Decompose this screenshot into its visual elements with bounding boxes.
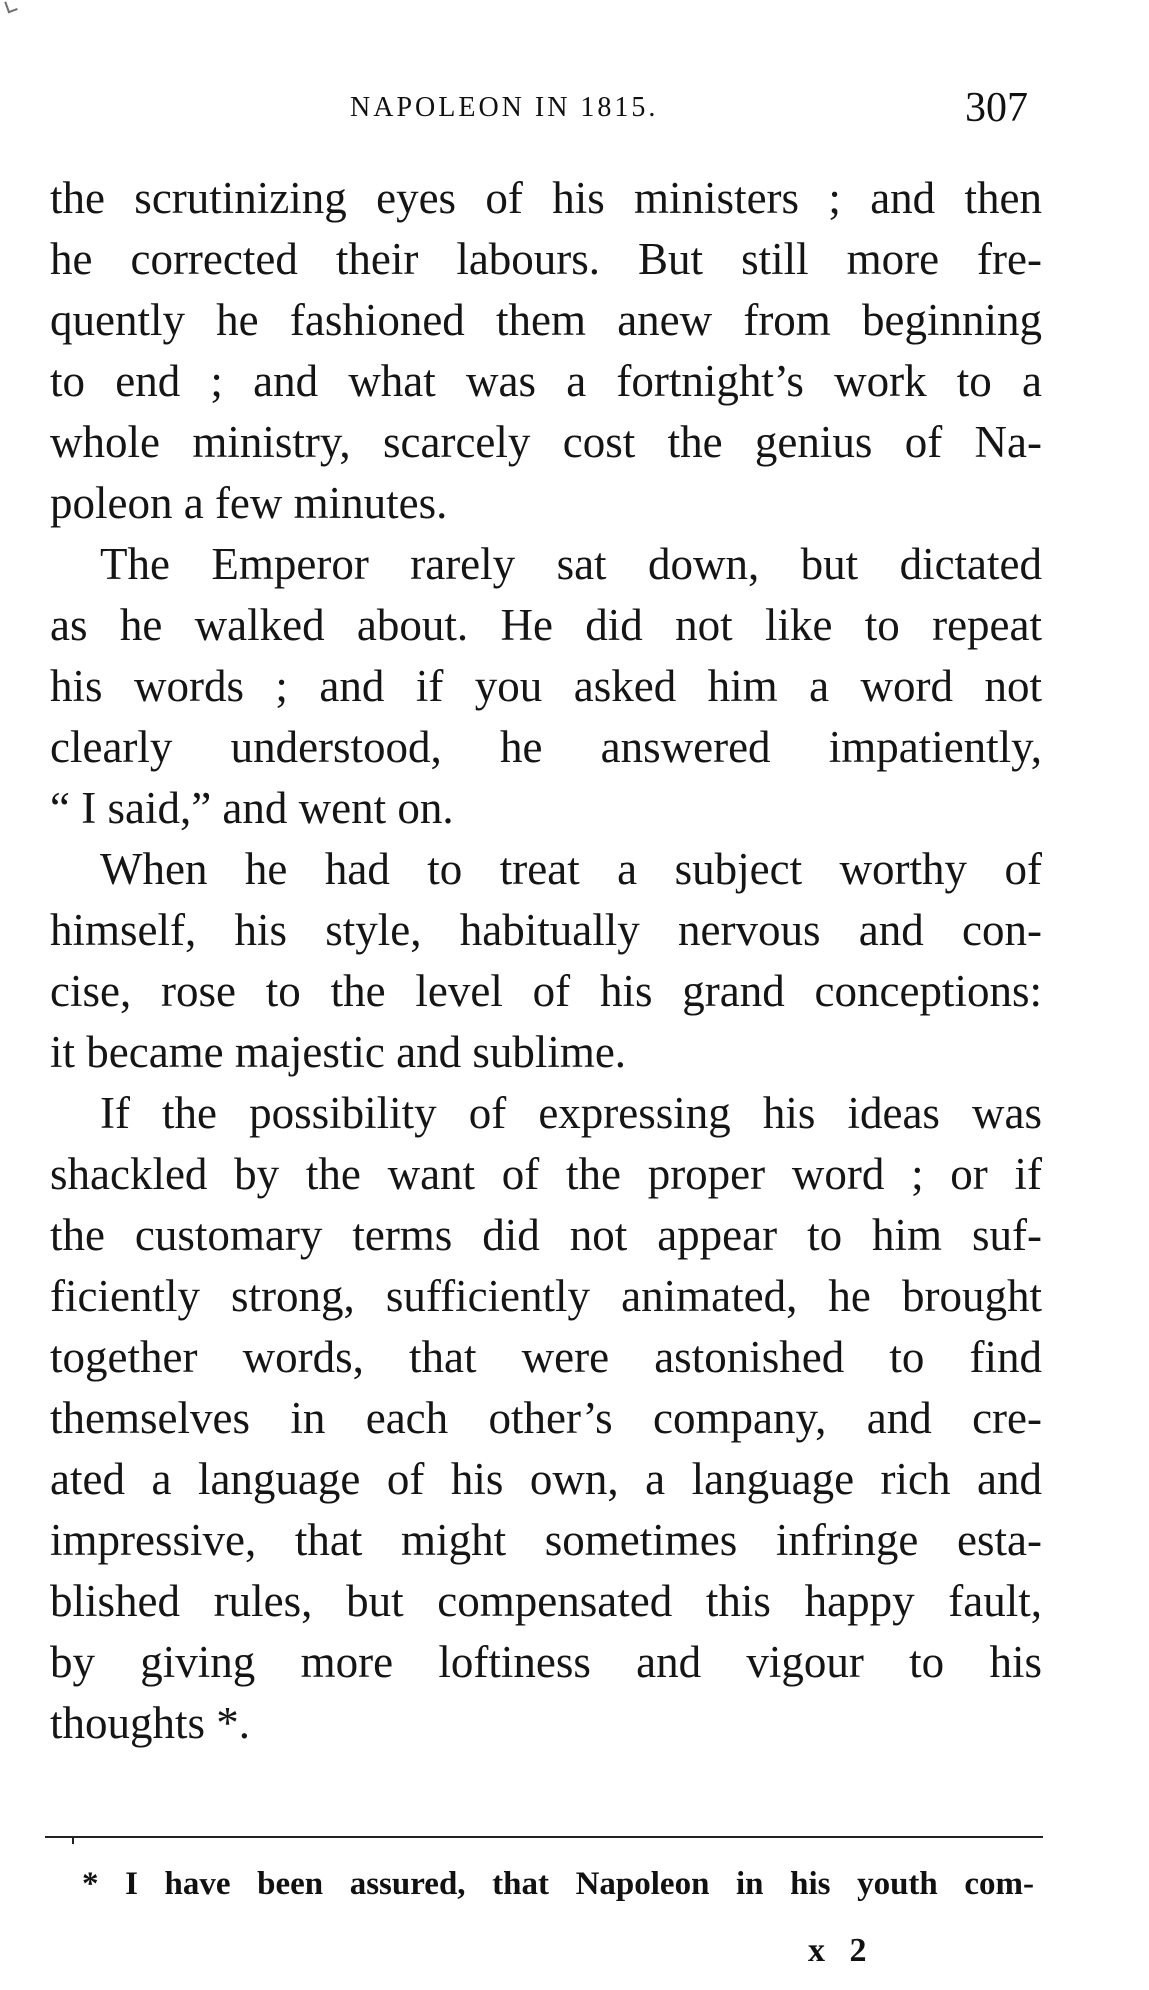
paragraph-3 <box>50 839 1042 1083</box>
footnote: * I have been assured, that Napoleon in his youth com- <box>82 1866 1034 1902</box>
text-line: whole ministry, scarcely cost the genius of Na- <box>50 417 1042 467</box>
text-line: thoughts *. <box>50 1698 251 1748</box>
paragraph-2 <box>50 534 1042 839</box>
text-line: poleon a few minutes. <box>50 478 448 528</box>
corner-blemish <box>4 0 18 13</box>
text-line: themselves in each other’s company, and cre- <box>50 1393 1042 1443</box>
paragraph-4 <box>50 1083 1042 1754</box>
text-line: the customary terms did not appear to him suf- <box>50 1210 1042 1260</box>
text-line: it became majestic and sublime. <box>50 1027 627 1077</box>
text-line: ficiently strong, sufficiently animated, he brought <box>50 1271 1042 1321</box>
text-line: impressive, that might sometimes infringe esta- <box>50 1515 1042 1565</box>
body-text <box>50 168 1042 1754</box>
text-line: himself, his style, habitually nervous and con- <box>50 905 1042 955</box>
text-line: as he walked about. He did not like to repeat <box>50 600 1042 650</box>
text-line: “ I said,” and went on. <box>50 783 454 833</box>
text-line: If the possibility of expressing his ideas was <box>100 1088 1042 1138</box>
text-line: he corrected their labours. But still more fre- <box>50 234 1042 284</box>
text-line: When he had to treat a subject worthy of <box>100 844 1042 894</box>
text-line: to end ; and what was a fortnight’s work to a <box>50 356 1042 406</box>
footnote-rule-tick <box>72 1836 74 1844</box>
text-line: cise, rose to the level of his grand conceptions: <box>50 966 1042 1016</box>
text-line: quently he fashioned them anew from beginning <box>50 295 1042 345</box>
text-line: shackled by the want of the proper word ; or if <box>50 1149 1042 1199</box>
paragraph-1 <box>50 168 1042 534</box>
text-line: ated a language of his own, a language rich and <box>50 1454 1042 1504</box>
page-number: 307 <box>965 85 1028 131</box>
text-line: blished rules, but compensated this happy fault, <box>50 1576 1042 1626</box>
text-line: his words ; and if you asked him a word not <box>50 661 1042 711</box>
text-line: The Emperor rarely sat down, but dictated <box>100 539 1042 589</box>
signature-mark: x 2 <box>808 1932 875 1969</box>
text-line: the scrutinizing eyes of his ministers ; and then <box>50 173 1042 223</box>
text-line: together words, that were astonished to find <box>50 1332 1042 1382</box>
text-line: by giving more loftiness and vigour to his <box>50 1637 1042 1687</box>
footnote-rule <box>45 1836 1043 1838</box>
text-line: clearly understood, he answered impatiently, <box>50 722 1042 772</box>
running-title: NAPOLEON IN 1815. <box>350 92 659 123</box>
